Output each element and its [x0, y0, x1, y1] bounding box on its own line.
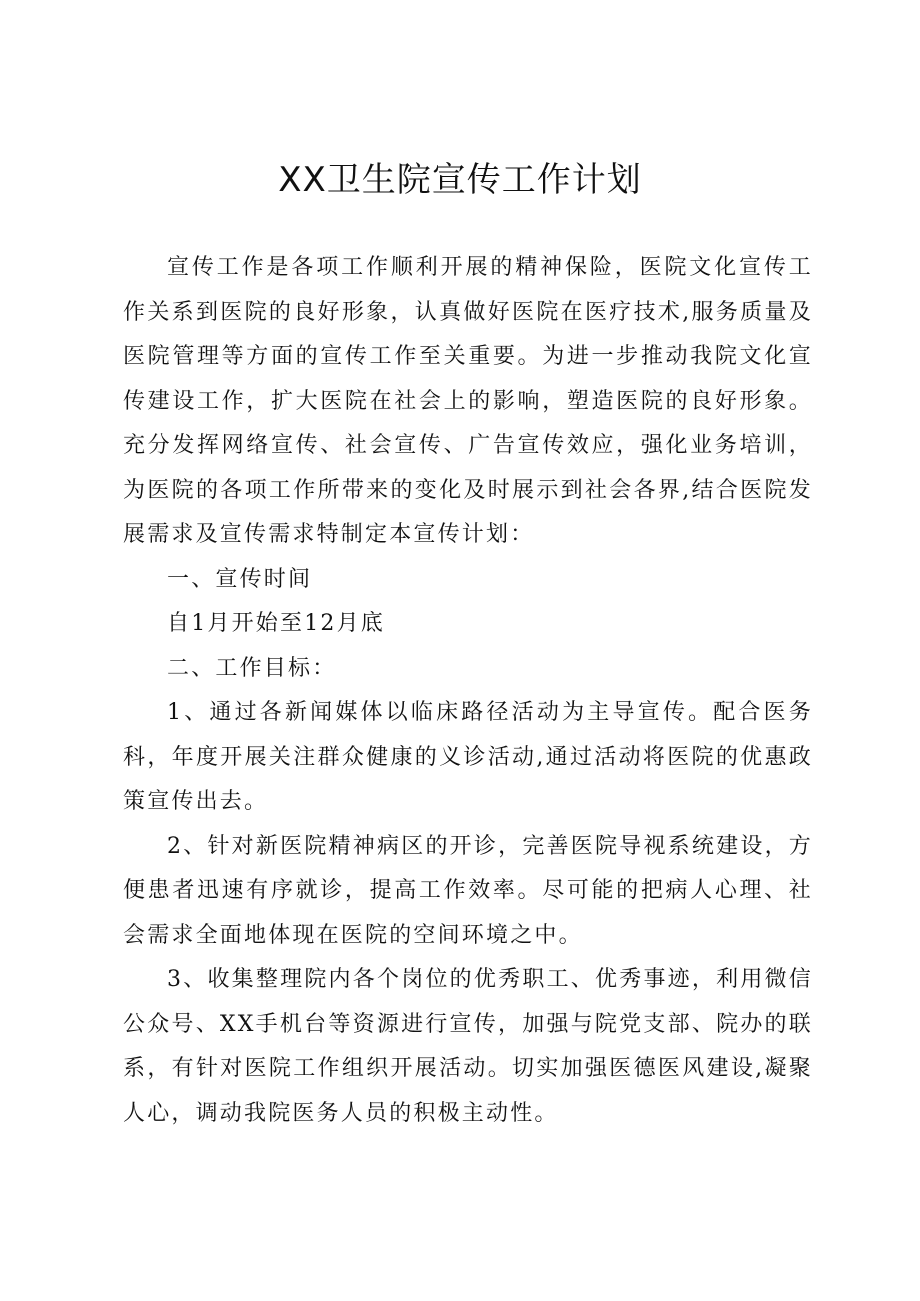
goal-item-3: 3、收集整理院内各个岗位的优秀职工、优秀事迹，利用微信公众号、XX手机台等资源进行宣传，加强与院党支部、院办的联系，有针对医院工作组织开展活动。切实加强医德医风建设,凝聚人心，调动我院医务人员的积极主动性。 [123, 967, 813, 1126]
document-body [123, 246, 813, 1136]
goal-item-1: 1、通过各新闻媒体以临床路径活动为主导宣传。配合医务科，年度开展关注群众健康的义诊活动,通过活动将医院的优惠政策宣传出去。 [123, 700, 813, 814]
section-heading-goals: 二、工作目标： [167, 655, 337, 681]
section-heading-time: 一、宣传时间 [167, 566, 313, 592]
intro-paragraph: 宣传工作是各项工作顺利开展的精神保险，医院文化宣传工作关系到医院的良好形象，认真做好医院在医疗技术,服务质量及医院管理等方面的宣传工作至关重要。为进一步推动我院文化宣传建设工作，扩大医院在社会上的影响，塑造医院的良好形象。充分发挥网络宣传、社会宣传、广告宣传效应，强化业务培训，为医院的各项工作所带来的变化及时展示到社会各界,结合医院发展需求及宣传需求特制定本宣传计划： [123, 255, 813, 547]
goal-item-2: 2、针对新医院精神病区的开诊，完善医院导视系统建设，方便患者迅速有序就诊，提高工作效率。尽可能的把病人心理、社会需求全面地体现在医院的空间环境之中。 [123, 833, 813, 948]
section-text-time: 自1月开始至12月底 [167, 611, 385, 636]
document-title: XX卫生院宣传工作计划 [278, 160, 642, 200]
